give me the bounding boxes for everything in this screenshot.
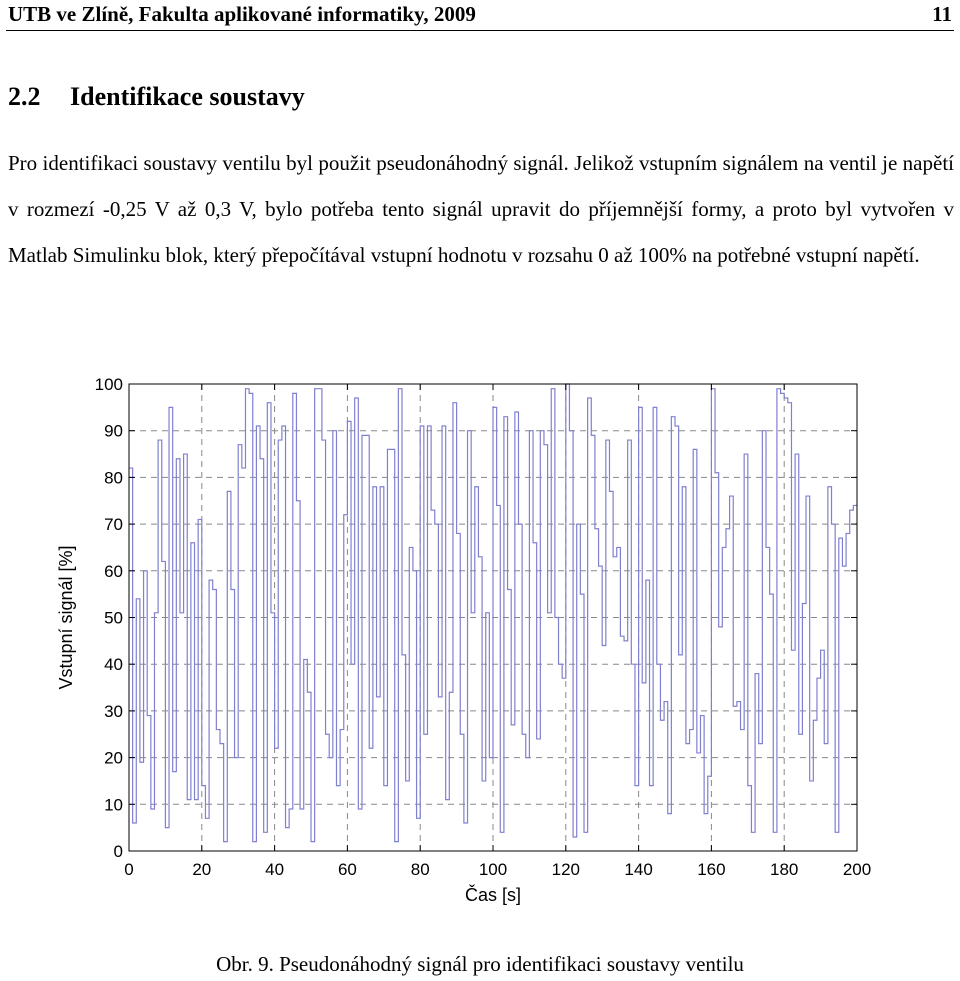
section-title: Identifikace soustavy [70,82,305,111]
x-tick-label: 160 [697,860,726,879]
x-tick-label: 60 [337,860,357,879]
x-tick-label: 80 [410,860,430,879]
y-tick-label: 70 [104,515,123,535]
x-tick-label: 200 [842,860,872,879]
figure-caption: Obr. 9. Pseudonáhodný signál pro identifikaci soustavy ventilu [216,952,744,976]
y-axis-label: Vstupní signál [%] [56,545,76,690]
header-title: UTB ve Zlíně, Fakulta aplikované informatiky, 2009 [8,2,476,26]
body-paragraph: Pro identifikaci soustavy ventilu byl použit pseudonáhodný signál. Jelikož vstupním signálem na ventil je napětí v rozmezí -0,25 V až 0,3 V, bylo potřeba tento signál upravit do příjemnější formy, a proto byl vytvořen v Matlab Simulinku blok, který přepočítával vstupní hodnotu v rozsahu 0 až 100% na potřebné vstupní napětí. [8,151,954,267]
y-tick-label: 50 [104,608,123,628]
x-tick-label: 0 [124,860,134,879]
x-tick-label: 140 [624,860,653,879]
page-header [6,0,954,31]
x-tick-label: 100 [478,860,508,879]
y-tick-label: 10 [104,795,123,815]
x-tick-label: 180 [770,860,799,879]
section-heading [8,82,305,112]
page-number: 11 [932,2,952,26]
y-tick-label: 40 [104,655,123,675]
signal-chart [0,360,960,920]
x-tick-label: 120 [551,860,580,879]
x-axis-label: Čas [s] [464,885,522,905]
y-tick-label: 100 [94,375,123,394]
section-number: 2.2 [8,82,41,111]
y-tick-label: 30 [104,701,123,721]
y-tick-label: 90 [104,421,123,441]
y-tick-label: 20 [104,748,123,768]
y-tick-label: 60 [104,561,123,581]
x-tick-label: 40 [265,860,285,879]
y-tick-label: 80 [104,468,123,488]
x-tick-label: 20 [192,860,212,879]
figure [0,360,960,920]
y-tick-label: 0 [113,842,123,861]
